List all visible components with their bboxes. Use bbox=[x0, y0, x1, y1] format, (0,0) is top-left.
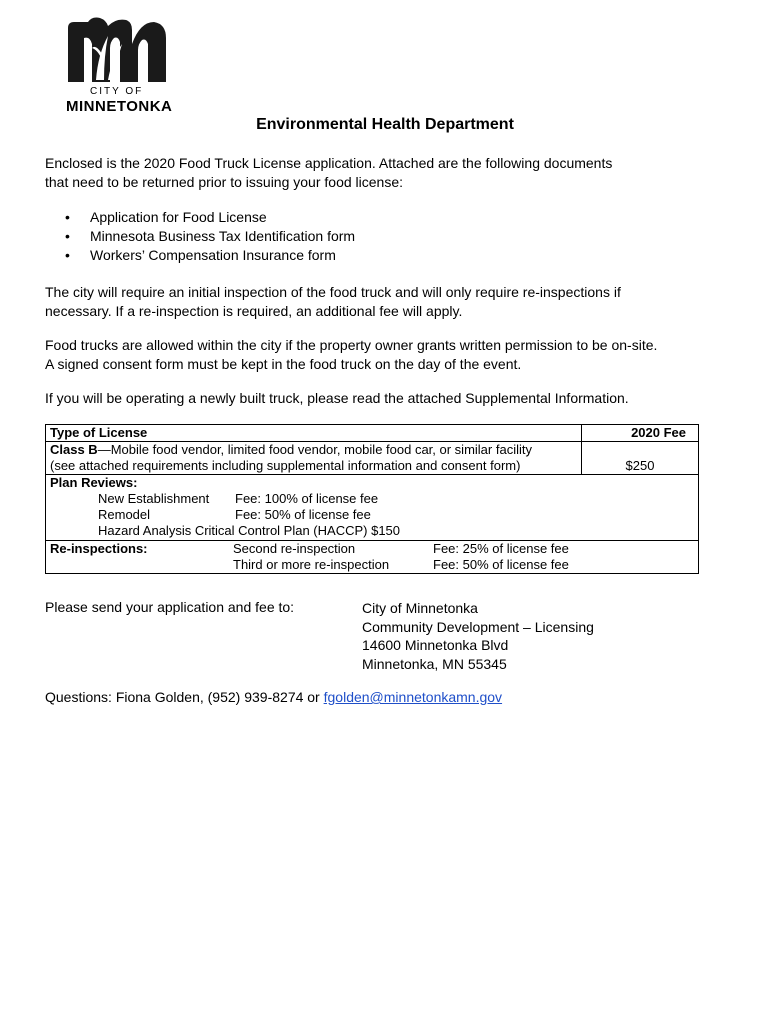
supplemental-paragraph: If you will be operating a newly built truck, please read the attached Supplemental Information. bbox=[45, 390, 629, 406]
table-row bbox=[46, 475, 699, 541]
table-row bbox=[46, 442, 699, 475]
reinspections-label: Re-inspections: bbox=[50, 541, 148, 556]
header-2020-fee: 2020 Fee bbox=[582, 425, 699, 442]
list-item: • Minnesota Business Tax Identification form bbox=[65, 227, 355, 246]
reinspection-fee: Fee: 25% of license fee bbox=[433, 541, 569, 556]
plan-reviews-cell bbox=[46, 475, 699, 541]
header-type-of-license: Type of License bbox=[46, 425, 582, 442]
intro-paragraph bbox=[45, 154, 612, 191]
reinspection-name: Third or more re-inspection bbox=[233, 557, 390, 572]
address-line: 14600 Minnetonka Blvd bbox=[362, 637, 509, 653]
address-line: City of Minnetonka bbox=[362, 600, 478, 616]
address-line: Minnetonka, MN 55345 bbox=[362, 655, 507, 672]
class-b-note: (see attached requirements including supplemental information and consent form) bbox=[50, 458, 521, 473]
plan-review-fee: Fee: 100% of license fee bbox=[235, 491, 379, 506]
city-logo bbox=[62, 14, 172, 114]
intro-line-1: Enclosed is the 2020 Food Truck License application. Attached are the following documents bbox=[45, 155, 613, 171]
table-row bbox=[46, 541, 699, 574]
fee-table bbox=[45, 424, 699, 574]
required-documents-list bbox=[65, 208, 355, 265]
email-link[interactable]: fgolden@minnetonkamn.gov bbox=[323, 689, 503, 705]
logo-city-name: MINNETONKA bbox=[66, 98, 173, 115]
reinspection-fee: Fee: 50% of license fee bbox=[433, 557, 569, 572]
page-title: Environmental Health Department bbox=[256, 116, 514, 133]
questions-text: Questions: Fiona Golden, (952) 939-8274 or bbox=[45, 689, 324, 705]
address-line: Community Development – Licensing bbox=[362, 618, 594, 635]
reinspection-name: Second re-inspection bbox=[233, 541, 356, 556]
list-item: • Application for Food License bbox=[65, 208, 355, 227]
list-item: • Workers’ Compensation Insurance form bbox=[65, 246, 355, 265]
send-label: Please send your application and fee to: bbox=[45, 599, 295, 615]
mailing-address bbox=[362, 599, 594, 673]
permission-line-1: Food trucks are allowed within the city if the property owner grants written permission to be on-site. bbox=[45, 337, 658, 353]
permission-line-2: A signed consent form must be kept in the food truck on the day of the event. bbox=[45, 355, 522, 372]
permission-paragraph bbox=[45, 336, 657, 373]
intro-line-2: that need to be returned prior to issuing your food license: bbox=[45, 173, 403, 190]
inspection-paragraph bbox=[45, 283, 621, 320]
plan-review-name: Remodel bbox=[98, 507, 151, 522]
plan-review-row bbox=[50, 507, 694, 523]
inspection-line-1: The city will require an initial inspection of the food truck and will only require re-inspections if bbox=[45, 284, 621, 300]
plan-review-row bbox=[50, 491, 694, 507]
minnetonka-m-logo-icon bbox=[62, 14, 172, 86]
questions-line bbox=[45, 689, 502, 705]
plan-reviews-label: Plan Reviews: bbox=[50, 475, 138, 490]
plan-review-fee: Fee: 50% of license fee bbox=[235, 507, 371, 522]
class-b-fee: $250 bbox=[582, 442, 699, 475]
logo-city-of: CITY OF bbox=[90, 86, 144, 97]
haccp-line: Hazard Analysis Critical Control Plan (HACCP) $150 bbox=[98, 523, 401, 538]
plan-review-name: New Establishment bbox=[98, 491, 210, 506]
class-b-label: Class B bbox=[50, 442, 98, 457]
table-header-row bbox=[46, 425, 699, 442]
class-b-cell bbox=[46, 442, 582, 475]
inspection-line-2: necessary. If a re-inspection is required, an additional fee will apply. bbox=[45, 302, 463, 319]
class-b-description: —Mobile food vendor, limited food vendor, mobile food car, or similar facility bbox=[97, 442, 532, 457]
reinspections-cell bbox=[46, 541, 699, 574]
